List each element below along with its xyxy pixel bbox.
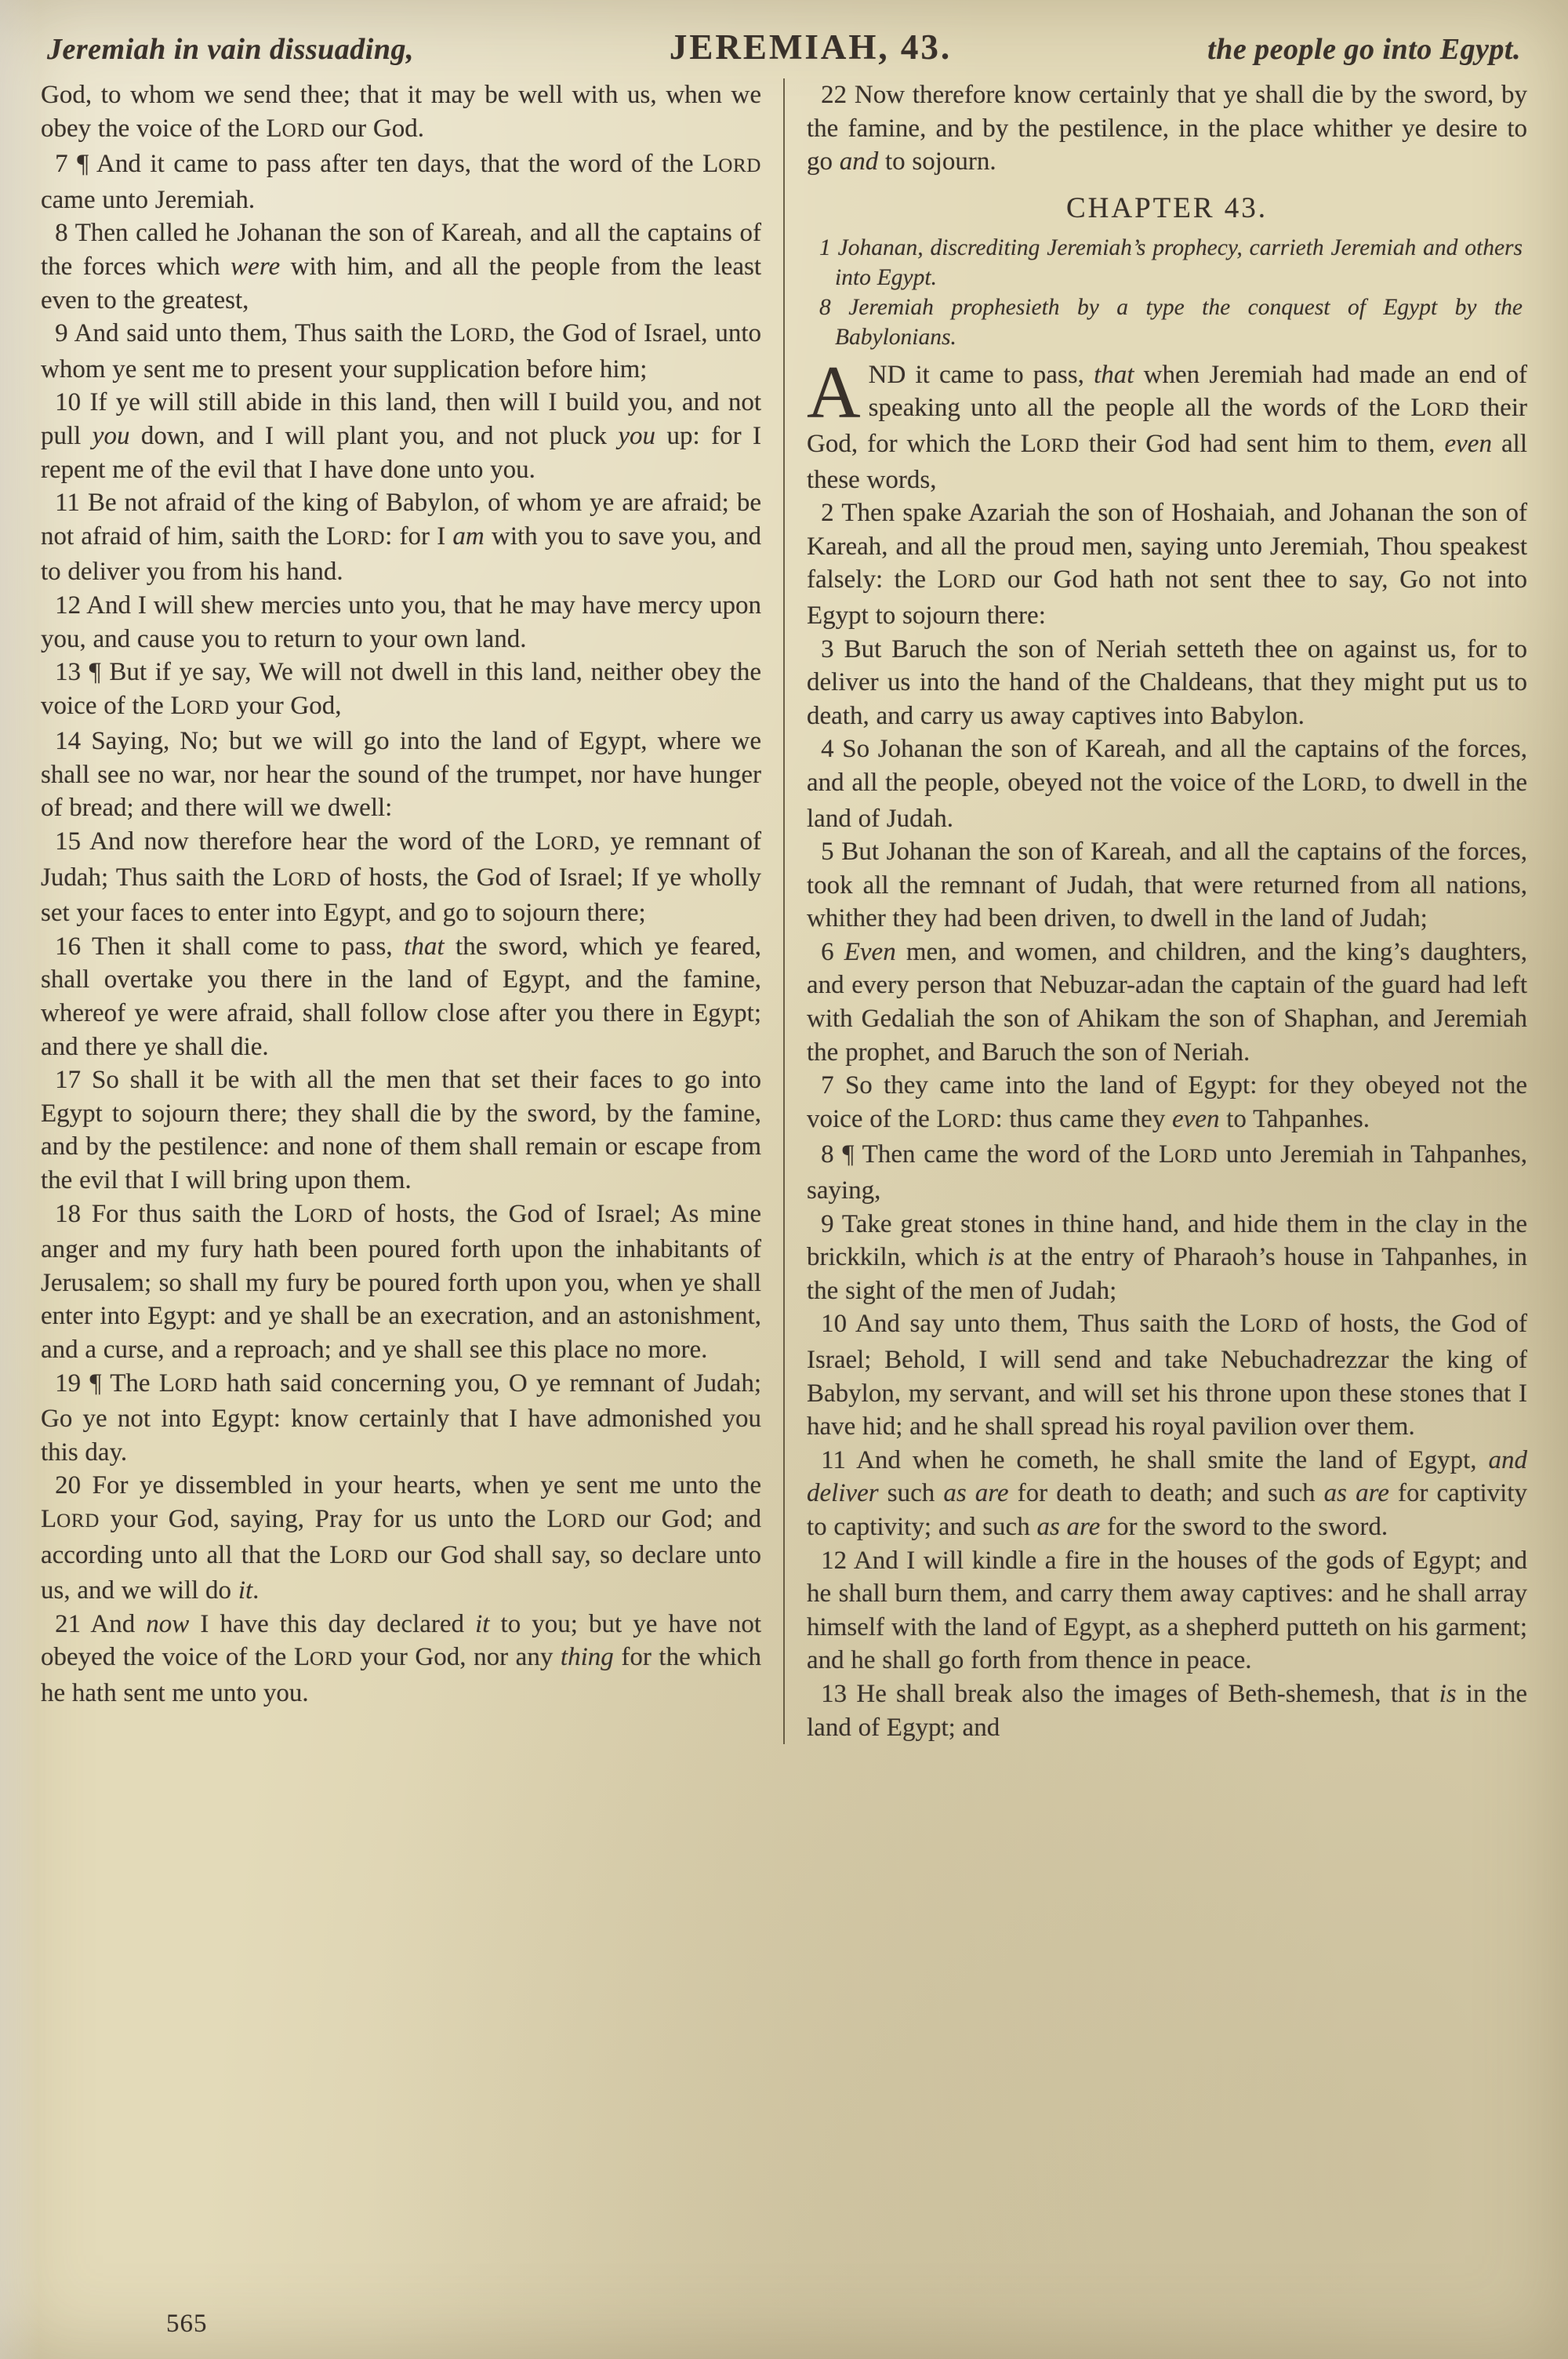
verse: 8 Then called he Johanan the son of Kareah, and all the captains of the forces which were with him, and all the people from the least even to the greatest, xyxy=(41,219,761,314)
running-head xyxy=(0,0,1568,75)
column-right xyxy=(785,78,1527,1744)
text-columns xyxy=(0,75,1568,1744)
verse: 13 He shall break also the images of Beth-shemesh, that is in the land of Egypt; and xyxy=(807,1679,1527,1742)
verse: 2 Then spake Azariah the son of Hoshaiah, and Johanan the son of Kareah, and all the proud men, saying unto Jeremiah, Thou speakest falsely: the LORD our God hath not sent thee to say, Go not into Egypt to sojourn there: xyxy=(807,499,1527,630)
verse: 11 And when he cometh, he shall smite the land of Egypt, and deliver such as are for death to death; and such as are for captivity to captivity; and such as are for the sword to the sword. xyxy=(807,1445,1528,1541)
column-left xyxy=(41,78,783,1744)
verse: 17 So shall it be with all the men that set their faces to go into Egypt to sojourn there; they shall die by the sword, by the famine, and by the pestilence: and none of them shall remain or escape from the evil that I will bring upon them. xyxy=(41,1066,761,1194)
verse: 3 But Baruch the son of Neriah setteth thee on against us, for to deliver us into the hand of the Chaldeans, that they might put us to death, and carry us away captives into Babylon. xyxy=(807,634,1527,730)
verse: 10 If ye will still abide in this land, then will I build you, and not pull you down, and I will plant you, and not pluck you up: for I repent me of the evil that I have done unto you. xyxy=(41,388,761,484)
verse: 7 So they came into the land of Egypt: for they obeyed not the voice of the LORD: thus came they even to Tahpanhes. xyxy=(807,1071,1527,1133)
chapter-summary xyxy=(811,233,1523,352)
verse: 20 For ye dissembled in your hearts, when ye sent me unto the LORD your God, saying, Pray for us unto the LORD our God; and according unto all that the LORD our God shall say, so declare unto us, and we will do it. xyxy=(41,1471,761,1605)
verse-continuation: God, to whom we send thee; that it may be well with us, when we obey the voice of the LORD our God. xyxy=(41,81,761,143)
drop-cap: A xyxy=(807,350,861,434)
chapter-summary-line: 8 Jeremiah prophesieth by a type the conquest of Egypt by the Babylonians. xyxy=(819,294,1523,350)
chapter-summary-line: 1 Johanan, discrediting Jeremiah’s prophecy, carrieth Jeremiah and others into Egypt. xyxy=(819,234,1523,290)
verse: 22 Now therefore know certainly that ye shall die by the sword, by the famine, and by the pestilence, in the place whither ye desire to go and to sojourn. xyxy=(807,81,1527,176)
verse: 13 ¶ But if ye say, We will not dwell in this land, neither obey the voice of the LORD your God, xyxy=(41,658,761,720)
running-head-left: Jeremiah in vain dissuading, xyxy=(47,33,414,66)
verse: 9 And said unto them, Thus saith the LORD, the God of Israel, unto whom ye sent me to present your supplication before him; xyxy=(41,319,761,383)
verse: 11 Be not afraid of the king of Babylon, of whom ye are afraid; be not afraid of him, saith the LORD: for I am with you to save you, and to deliver you from his hand. xyxy=(41,489,761,587)
verse: 12 And I will shew mercies unto you, that he may have mercy upon you, and cause you to return to your own land. xyxy=(41,591,761,653)
running-head-title: JEREMIAH, 43. xyxy=(669,27,953,67)
verse: 6 Even men, and women, and children, and the king’s daughters, and every person that Nebuzar-adan the captain of the guard had left with Gedaliah the son of Ahikam the son of Shaphan, and Jeremiah the prophet, and Baruch the son of Neriah. xyxy=(807,937,1527,1067)
verse: 14 Saying, No; but we will go into the land of Egypt, where we shall see no war, nor hear the sound of the trumpet, nor have hunger of bread; and there will we dwell: xyxy=(41,727,761,823)
verse: 5 But Johanan the son of Kareah, and all the captains of the forces, took all the remnant of Judah, that were returned from all nations, whither they had been driven, to dwell in the land of Judah; xyxy=(807,838,1527,933)
verse: 10 And say unto them, Thus saith the LORD of hosts, the God of Israel; Behold, I will send and take Nebuchadrezzar the king of Babylon, my servant, and will set his throne upon these stones that I have hid; and he shall spread his royal pavilion over them. xyxy=(807,1310,1527,1441)
verse: 19 ¶ The LORD hath said concerning you, O ye remnant of Judah; Go ye not into Egypt: know certainly that I have admonished you this day. xyxy=(41,1369,761,1467)
verse: 16 Then it shall come to pass, that the sword, which ye feared, shall overtake you there in the land of Egypt, and the famine, whereof ye were afraid, shall follow close after you there in Egypt; and there ye shall die. xyxy=(41,932,761,1061)
verse: 7 ¶ And it came to pass after ten days, that the word of the LORD came unto Jeremiah. xyxy=(41,150,761,214)
chapter-heading: CHAPTER 43. xyxy=(1065,191,1269,224)
verse: 18 For thus saith the LORD of hosts, the God of Israel; As mine anger and my fury hath been poured forth upon the inhabitants of Jerusalem; so shall my fury be poured forth upon you, when ye shall enter into Egypt: and ye shall be an execration, and an astonishment, and a curse, and a reproach; and ye shall see this place no more. xyxy=(41,1199,761,1364)
verse-with-dropcap: AND it came to pass, that when Jeremiah had made an end of speaking unto all the people all the words of the LORD their God, for which the LORD their God had sent him to them, even all these words, xyxy=(807,350,1528,494)
verse: 9 Take great stones in thine hand, and hide them in the clay in the brickkiln, which is at the entry of Pharaoh’s house in Tahpanhes, in the sight of the men of Judah; xyxy=(807,1209,1527,1305)
verse: 15 And now therefore hear the word of the LORD, ye remnant of Judah; Thus saith the LORD of hosts, the God of Israel; If ye wholly set your faces to enter into Egypt, and go to sojourn there; xyxy=(41,827,761,928)
verse: 12 And I will kindle a fire in the houses of the gods of Egypt; and he shall burn them, and carry them away captives: and he shall array himself with the land of Egypt, as a shepherd putteth on his garment; and he shall go forth from thence in peace. xyxy=(807,1546,1527,1675)
running-head-right: the people go into Egypt. xyxy=(1207,33,1521,66)
page-number: 565 xyxy=(166,2310,208,2338)
verse: 8 ¶ Then came the word of the LORD unto Jeremiah in Tahpanhes, saying, xyxy=(807,1140,1527,1205)
verse: 21 And now I have this day declared it to you; but ye have not obeyed the voice of the LORD your God, nor any thing for the which he hath sent me unto you. xyxy=(41,1609,761,1707)
verse: 4 So Johanan the son of Kareah, and all the captains of the forces, and all the people, obeyed not the voice of the LORD, to dwell in the land of Judah. xyxy=(807,735,1527,833)
